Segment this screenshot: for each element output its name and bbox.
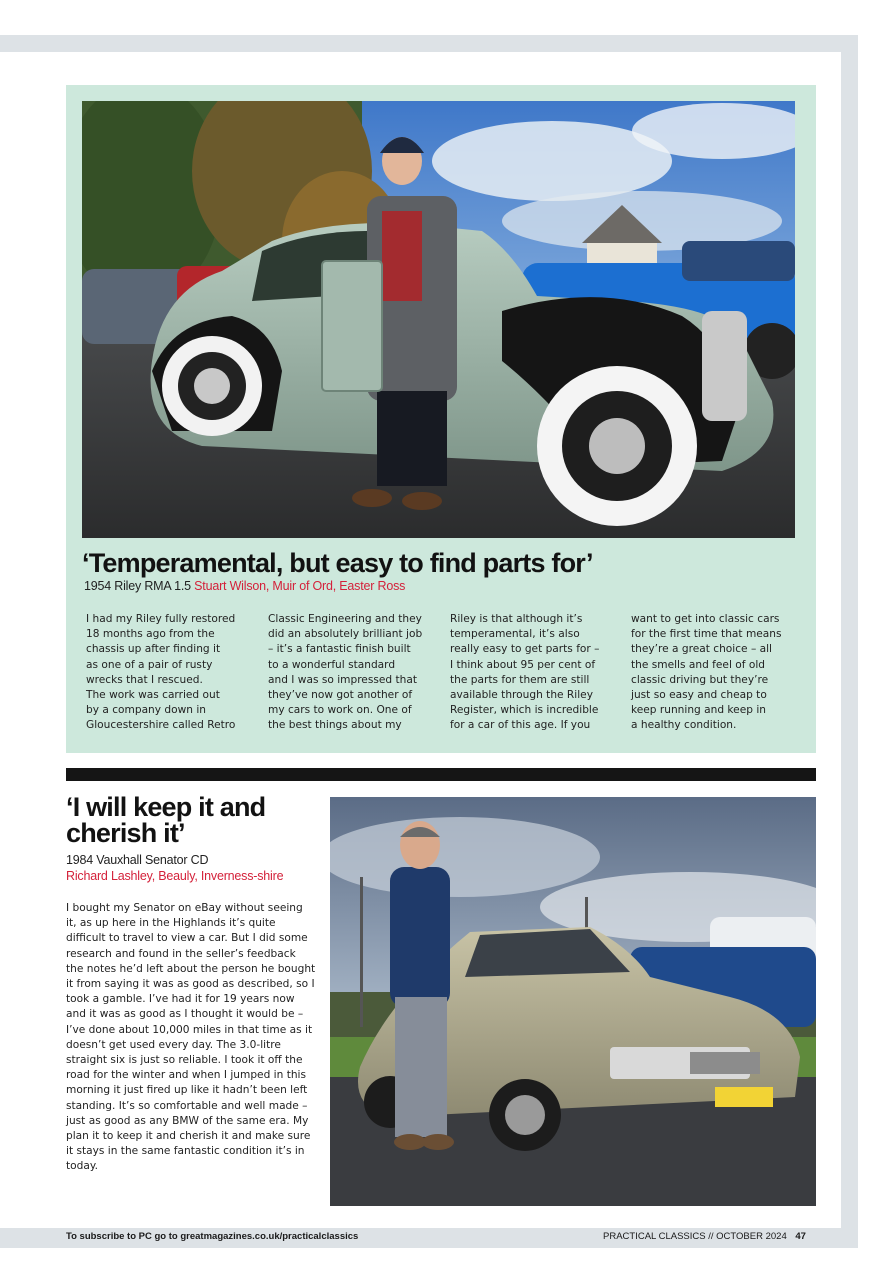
section-divider [66, 768, 816, 781]
story1-column-4: want to get into classic cars for the first time that means they’re a great choice – all the smells and feel of old classic driving but they’re just so easy and cheap to keep running and keep in a healthy condition. [631, 613, 782, 732]
story1-column-3: Riley is that although it’s temperamental, it’s also really easy to get parts for – I think about 95 per cent of the parts for them are still available through the Riley Register, which is incredible for a car of this age. If you [450, 613, 600, 732]
page-frame-right [841, 35, 858, 1248]
story2-owner: Richard Lashley, Beauly, Inverness-shire [66, 869, 284, 883]
story1-owner: Stuart Wilson, Muir of Ord, Easter Ross [194, 579, 406, 593]
story1-car: 1954 Riley RMA 1.5 [84, 579, 191, 593]
page-frame-top [0, 35, 858, 52]
story2-body: I bought my Senator on eBay without seeing it, as up here in the Highlands it’s quite difficult to travel to view a car. But I did some research and found in the seller’s feedback the notes he’d left about the person he bought it from saying it was as good as described, so I took a gamble. I’ve had it for 19 years now and it was as good as I thought it would be – I’ve done about 10,000 miles in that time as it doesn’t get used every day. The 3.0-litre straight six is just so reliable. I took it off the road for the winter and when I jumped in this morning it just fired up like it hadn’t been left standing. It’s so comfortable and well made – just as good as any BMW of the same era. My plan it to keep it and cherish it and make sure it stays in the same fantastic condition it’s in today. [66, 902, 316, 1173]
story1-byline [84, 579, 405, 593]
subscribe-line: To subscribe to PC go to greatmagazines.co.uk/practicalclassics [66, 1231, 359, 1242]
story2-car: 1984 Vauxhall Senator CD [66, 853, 209, 867]
story2-headline: ‘I will keep it and cherish it’ [66, 792, 266, 848]
magazine-issue: PRACTICAL CLASSICS // OCTOBER 2024 [603, 1231, 787, 1242]
story1-column-2: Classic Engineering and they did an absolutely brilliant job – it’s a fantastic finish built to a wonderful standard and I was so impressed that they’ve now got another of my cars to work on. One of the best things about my [268, 613, 423, 732]
folio [603, 1231, 806, 1242]
story-riley [66, 85, 816, 753]
senator-photo [330, 797, 816, 1206]
page-number: 47 [795, 1231, 806, 1242]
story1-headline: ‘Temperamental, but easy to find parts for’ [82, 548, 593, 578]
riley-photo [82, 101, 795, 538]
story1-column-1: I had my Riley fully restored 18 months ago from the chassis up after finding it as one of a pair of rusty wrecks that I rescued. The work was carried out by a company down in Gloucestershire called Retro [86, 613, 236, 732]
